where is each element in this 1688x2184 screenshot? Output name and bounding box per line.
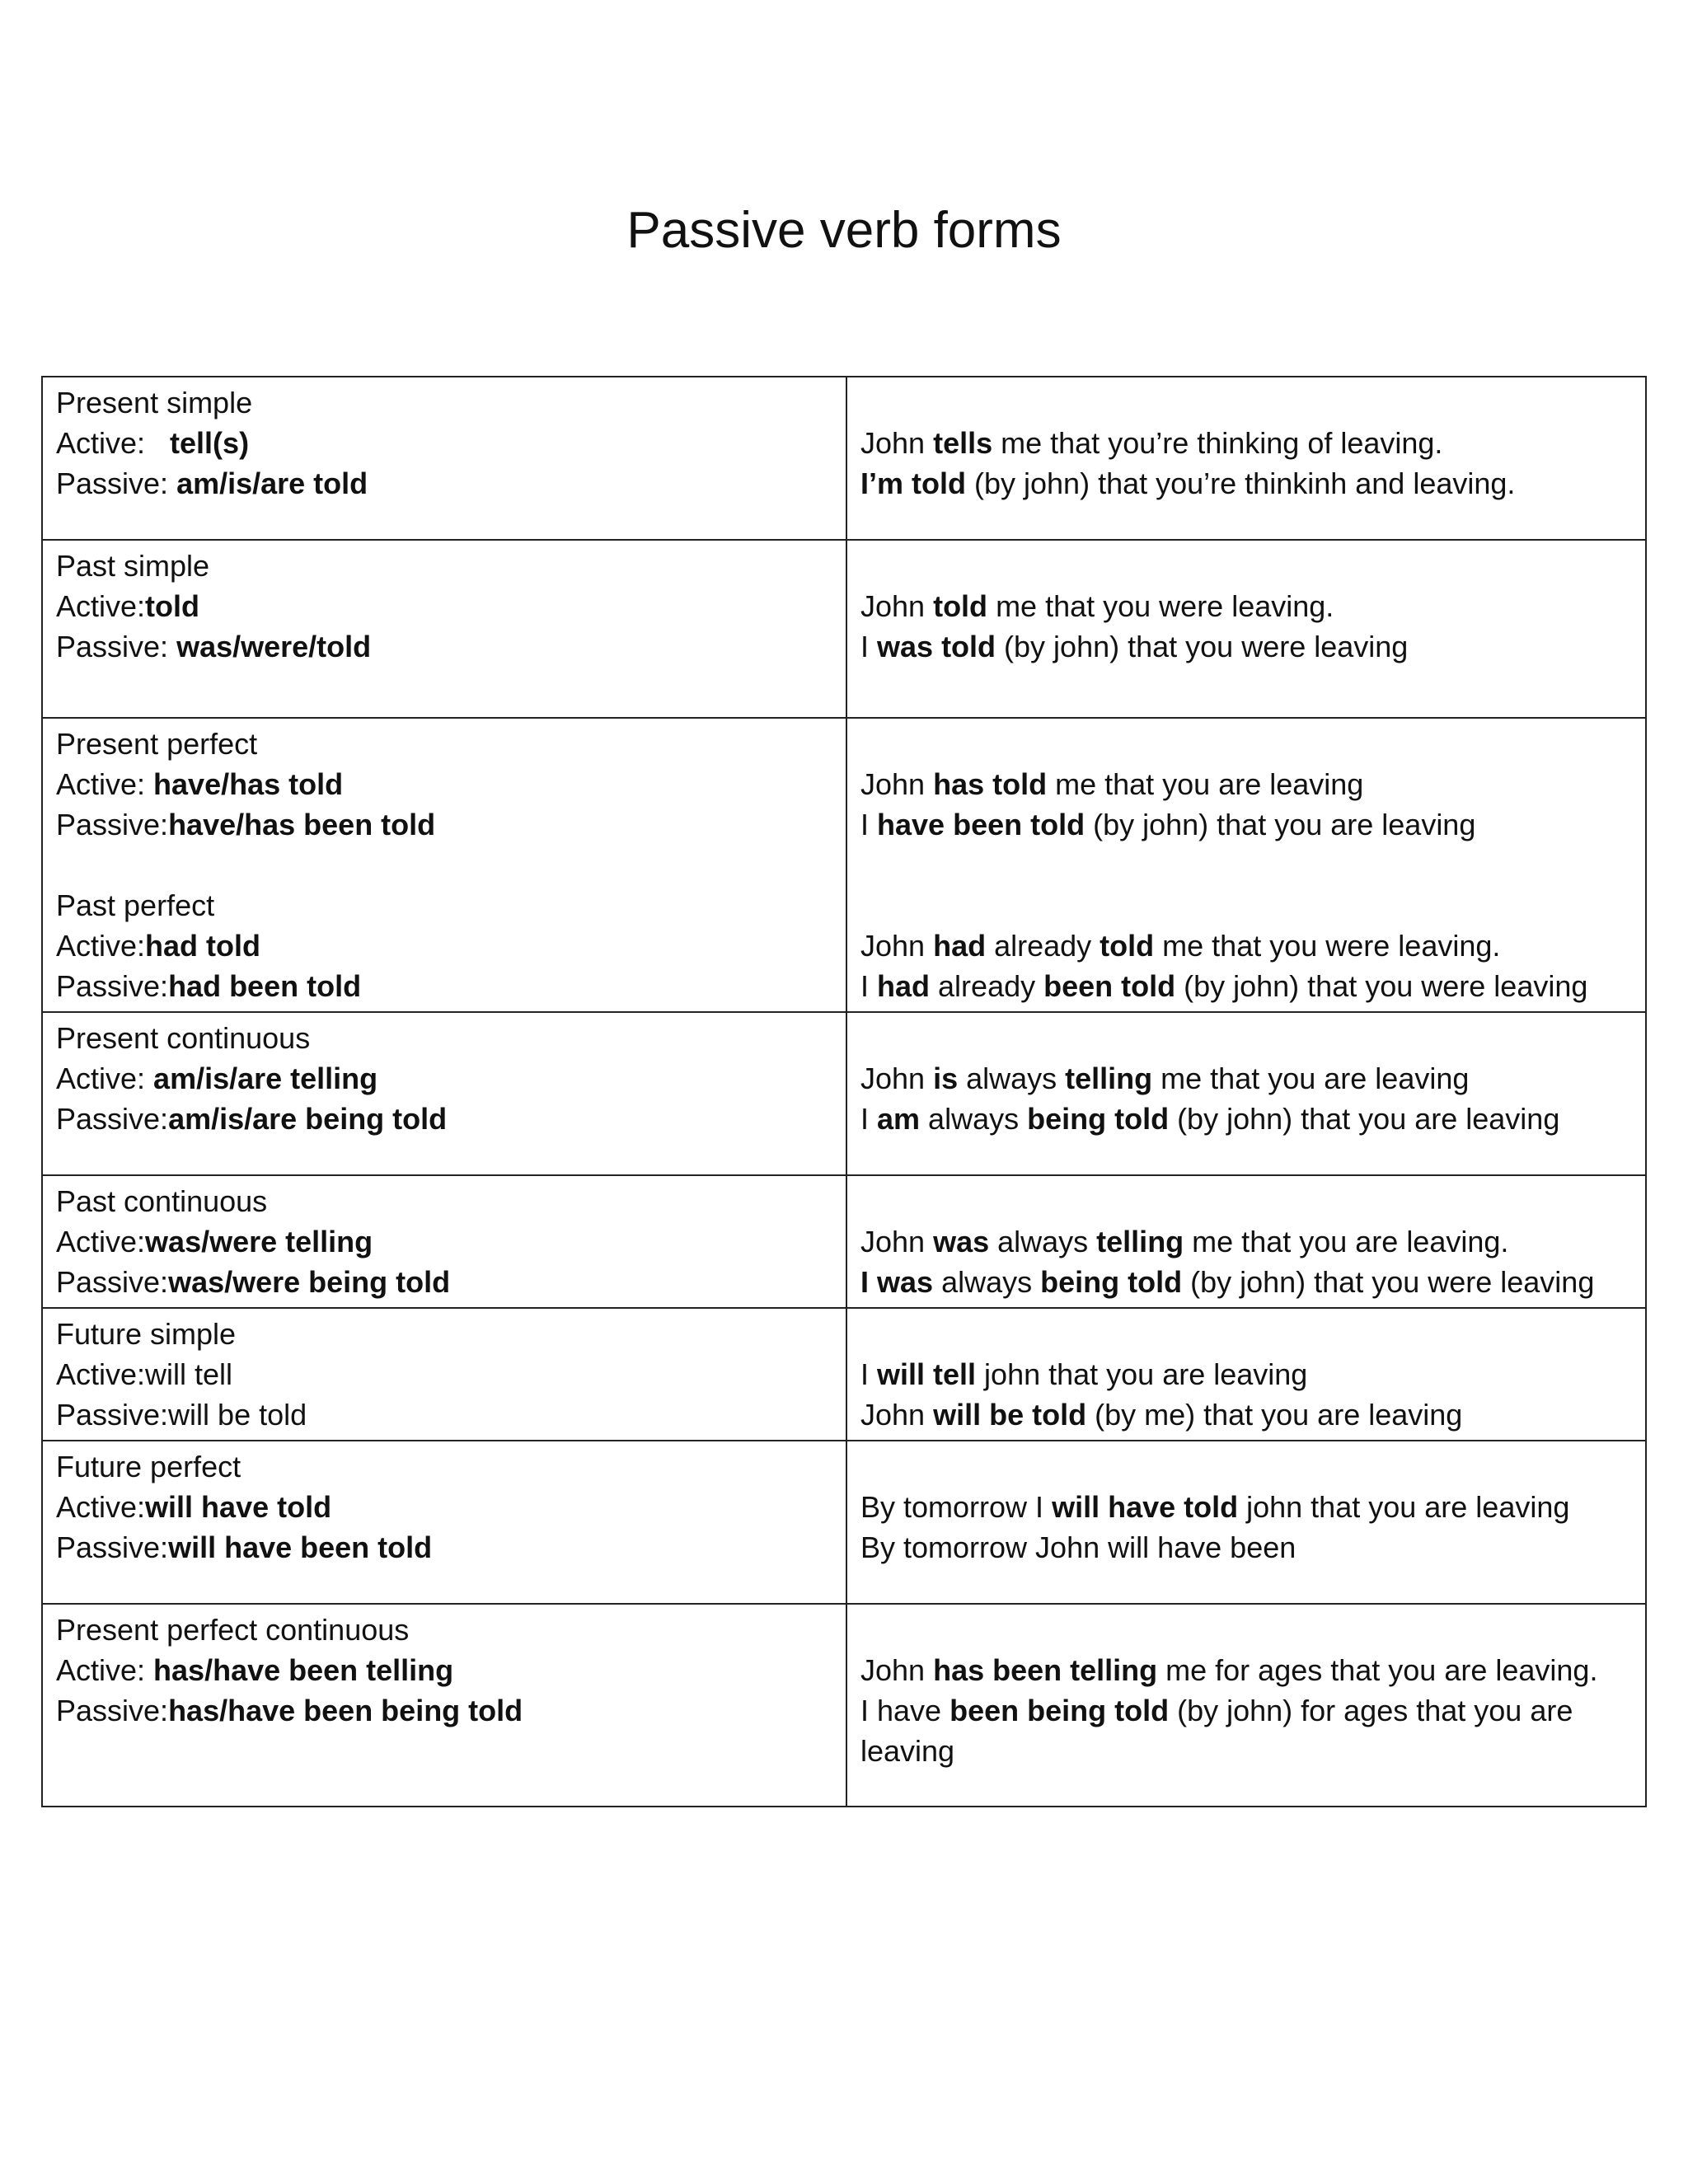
sentence-text: always	[933, 1265, 1041, 1299]
sentence-text: always	[920, 1102, 1028, 1136]
sentence-text: (by john) that you were leaving	[1175, 969, 1588, 1003]
active-example	[860, 1487, 1632, 1527]
passive-form: Passive:had been told	[56, 969, 362, 1003]
sentence-text: By tomorrow John will have been	[860, 1530, 1296, 1564]
sentence-text: (by me) that you are leaving	[1086, 1398, 1463, 1432]
verb-emphasis: is	[933, 1062, 959, 1095]
active-form: Active:was/were telling	[56, 1225, 373, 1258]
verb-emphasis: tells	[933, 426, 993, 460]
sentence-text: John	[860, 1653, 934, 1687]
sentence-text: me for ages that you are leaving.	[1157, 1653, 1598, 1687]
passive-form: Passive: am/is/are told	[56, 466, 368, 500]
sentence-text: I have	[860, 1694, 950, 1727]
table-row	[42, 377, 1646, 540]
active-form: Active:will tell	[56, 1357, 233, 1391]
passive-example	[860, 1527, 1632, 1568]
tense-cell	[42, 377, 846, 540]
verb-emphasis: I was	[860, 1265, 934, 1299]
verb-emphasis: will have told	[1052, 1490, 1239, 1524]
sentence-text: John	[860, 767, 934, 801]
sentence-text: john that you are leaving	[976, 1357, 1308, 1391]
sentence-text: me that you were leaving.	[987, 589, 1334, 623]
tense-cell	[42, 1604, 846, 1807]
verb-forms-table	[41, 376, 1647, 1807]
example-cell	[846, 718, 1646, 1012]
example-cell	[846, 1308, 1646, 1441]
active-example	[860, 926, 1632, 966]
passive-example	[860, 804, 1632, 845]
table-row	[42, 718, 1646, 1012]
sentence-text: always	[989, 1225, 1097, 1258]
example-cell	[846, 1604, 1646, 1807]
sentence-text: me that you are leaving	[1152, 1062, 1470, 1095]
tense-name: Present perfect continuous	[56, 1613, 410, 1647]
tense-cell	[42, 540, 846, 718]
verb-emphasis: told	[1100, 929, 1155, 963]
sentence-text: already	[930, 969, 1044, 1003]
table-row	[42, 1441, 1646, 1604]
example-cell	[846, 1175, 1646, 1308]
active-form: Active: have/has told	[56, 767, 344, 801]
page-title: Passive verb forms	[626, 202, 1062, 259]
active-example	[860, 1058, 1632, 1099]
sentence-text: John	[860, 1225, 934, 1258]
table-row	[42, 1604, 1646, 1807]
active-form: Active:will have told	[56, 1490, 332, 1524]
passive-example	[860, 1262, 1632, 1302]
table-row	[42, 540, 1646, 718]
active-example	[860, 423, 1632, 463]
sentence-text: me that you are leaving.	[1184, 1225, 1509, 1258]
verb-emphasis: had	[933, 929, 987, 963]
verb-emphasis: will tell	[877, 1357, 977, 1391]
sentence-text: John	[860, 426, 934, 460]
sentence-text: I	[860, 1357, 878, 1391]
verb-emphasis: has told	[933, 767, 1048, 801]
sentence-text: (by john) for ages that you are leaving	[860, 1694, 1573, 1768]
sentence-text: (by john) that you were leaving	[1182, 1265, 1595, 1299]
sentence-text: (by john) that you are leaving	[1085, 808, 1476, 841]
sentence-text: john that you are leaving	[1238, 1490, 1570, 1524]
passive-form: Passive:have/has been told	[56, 808, 436, 841]
verb-emphasis: has been telling	[933, 1653, 1158, 1687]
verb-emphasis: been told	[1043, 969, 1176, 1003]
verb-emphasis: telling	[1096, 1225, 1184, 1258]
tense-name: Future perfect	[56, 1450, 241, 1483]
example-cell	[846, 377, 1646, 540]
active-form: Active:had told	[56, 929, 261, 963]
tense-name: Past simple	[56, 549, 210, 583]
passive-form: Passive:will be told	[56, 1398, 307, 1432]
tense-cell	[42, 718, 846, 1012]
table-row	[42, 1012, 1646, 1175]
sentence-text: I	[860, 808, 878, 841]
tense-cell	[42, 1175, 846, 1308]
sentence-text: me that you are leaving	[1047, 767, 1364, 801]
table-row	[42, 1175, 1646, 1308]
table-row	[42, 1308, 1646, 1441]
tense-name: Present continuous	[56, 1021, 311, 1055]
tense-name: Past perfect	[56, 888, 215, 922]
active-example	[860, 1354, 1632, 1394]
sentence-text: me that you’re thinking of leaving.	[992, 426, 1443, 460]
sentence-text: John	[860, 1398, 934, 1432]
tense-cell	[42, 1012, 846, 1175]
sentence-text: always	[958, 1062, 1066, 1095]
verb-emphasis: was	[933, 1225, 990, 1258]
example-cell	[846, 1441, 1646, 1604]
verb-emphasis: have been told	[877, 808, 1085, 841]
sentence-text: (by john) that you are leaving	[1169, 1102, 1560, 1136]
sentence-text: I	[860, 1102, 878, 1136]
active-form: Active: has/have been telling	[56, 1653, 454, 1687]
sentence-text: By tomorrow I	[860, 1490, 1053, 1524]
passive-form: Passive:was/were being told	[56, 1265, 451, 1299]
sentence-text: John	[860, 589, 934, 623]
active-example	[860, 1221, 1632, 1262]
passive-example	[860, 1394, 1632, 1435]
passive-example	[860, 966, 1632, 1006]
sentence-text: me that you were leaving.	[1154, 929, 1501, 963]
tense-cell	[42, 1308, 846, 1441]
passive-example	[860, 1690, 1632, 1771]
verb-emphasis: being told	[1040, 1265, 1183, 1299]
passive-example	[860, 463, 1632, 504]
verb-emphasis: I’m told	[860, 466, 966, 500]
verb-emphasis: had	[877, 969, 931, 1003]
sentence-text: (by john) that you were leaving	[996, 630, 1409, 663]
tense-name: Future simple	[56, 1317, 237, 1351]
passive-example	[860, 1099, 1632, 1139]
verb-emphasis: being told	[1027, 1102, 1170, 1136]
sentence-text: I	[860, 969, 878, 1003]
example-cell	[846, 540, 1646, 718]
verb-emphasis: telling	[1065, 1062, 1153, 1095]
tense-name: Present simple	[56, 386, 253, 419]
verb-emphasis: was told	[877, 630, 996, 663]
passive-form: Passive:has/have been being told	[56, 1694, 523, 1727]
verb-emphasis: been being told	[950, 1694, 1170, 1727]
sentence-text: John	[860, 1062, 934, 1095]
passive-form: Passive:will have been told	[56, 1530, 433, 1564]
passive-example	[860, 626, 1632, 667]
verb-emphasis: am	[877, 1102, 921, 1136]
sentence-text: already	[986, 929, 1100, 963]
verb-emphasis: will be told	[933, 1398, 1087, 1432]
active-form: Active:told	[56, 589, 200, 623]
verb-emphasis: told	[933, 589, 988, 623]
active-example	[860, 1650, 1632, 1690]
active-example	[860, 764, 1632, 804]
sentence-text: I	[860, 630, 878, 663]
active-form: Active: am/is/are telling	[56, 1062, 378, 1095]
tense-cell	[42, 1441, 846, 1604]
sentence-text: John	[860, 929, 934, 963]
passive-form: Passive:am/is/are being told	[56, 1102, 448, 1136]
sentence-text: (by john) that you’re thinkinh and leaving.	[966, 466, 1516, 500]
active-form: Active: tell(s)	[56, 426, 250, 460]
tense-name: Present perfect	[56, 727, 258, 761]
passive-form: Passive: was/were/told	[56, 630, 372, 663]
example-cell	[846, 1012, 1646, 1175]
tense-name: Past continuous	[56, 1184, 268, 1218]
active-example	[860, 586, 1632, 626]
